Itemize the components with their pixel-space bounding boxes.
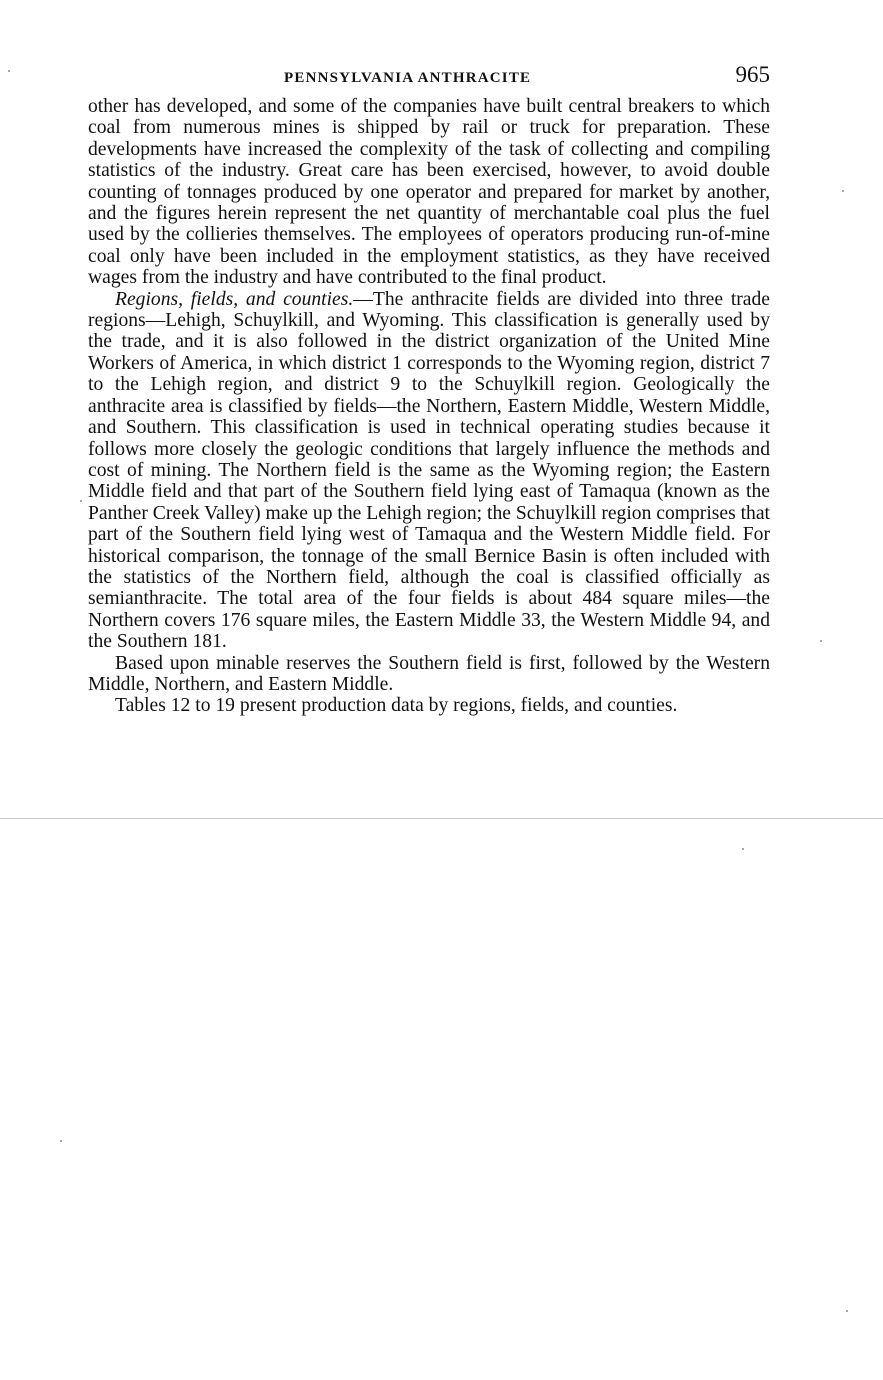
paragraph-reserves: Based upon minable reserves the Southern field is first, followed by the Western Middle, Northern, and Eastern Middle. (88, 652, 770, 695)
scan-speck (8, 70, 10, 72)
scan-speck (846, 1310, 848, 1312)
scan-speck (842, 190, 844, 192)
running-head (88, 62, 770, 96)
running-title: PENNSYLVANIA ANTHRACITE (284, 70, 532, 86)
body-text (88, 96, 770, 717)
scan-speck (80, 500, 82, 502)
paragraph-continuation: other has developed, and some of the companies have built central breakers to which coal from numerous mines is shipped by rail or truck for preparation. These developments have increased the complexity of the task of collecting and compiling statistics of the industry. Great care has been exercised, however, to avoid double counting of tonnages produced by one operator and prepared for market by another, and the figures herein represent the net quantity of merchantable coal plus the fuel used by the collieries themselves. The employees of operators producing run-of-mine coal only have been included in the employment statistics, as they have received wages from the industry and have contributed to the final product. (88, 96, 770, 289)
paragraph-regions (88, 289, 770, 653)
scan-speck (820, 640, 822, 642)
paragraph-tables: Tables 12 to 19 present production data by regions, fields, and counties. (115, 695, 678, 717)
page-number: 965 (735, 62, 770, 87)
page-content (88, 62, 770, 717)
scan-speck (742, 848, 744, 850)
run-in-heading: Regions, fields, and counties. (115, 288, 354, 310)
paragraph-regions-text: —The anthracite fields are divided into three trade regions—Lehigh, Schuylkill, and Wyoming. This classification is generally used by the trade, and it is also followed in the district organization of the United Mine Workers of America, in which district 1 corresponds to the Wyoming region, district 7 to the Lehigh region, and district 9 to the Schuylkill region. Geologically the anthracite area is classified by fields—the Northern, Eastern Middle, Western Middle, and Southern. This classification is used in technical operating studies because it follows more closely the geologic conditions that largely influence the methods and cost of mining. The Northern field is the same as the Wyoming region; the Eastern Middle field and that part of the Southern field lying east of Tamaqua (known as the Panther Creek Valley) make up the Lehigh region; the Schuylkill region comprises that part of the Southern field lying west of Tamaqua and the Western Middle field. For historical comparison, the tonnage of the small Bernice Basin is often included with the statistics of the Northern field, although the coal is classified officially as semianthracite. The total area of the four fields is about 484 square miles—the Northern covers 176 square miles, the Eastern Middle 33, the Western Middle 94, and the Southern 181. (88, 288, 770, 653)
scan-speck (60, 1140, 62, 1142)
scan-fold-line (0, 818, 883, 819)
